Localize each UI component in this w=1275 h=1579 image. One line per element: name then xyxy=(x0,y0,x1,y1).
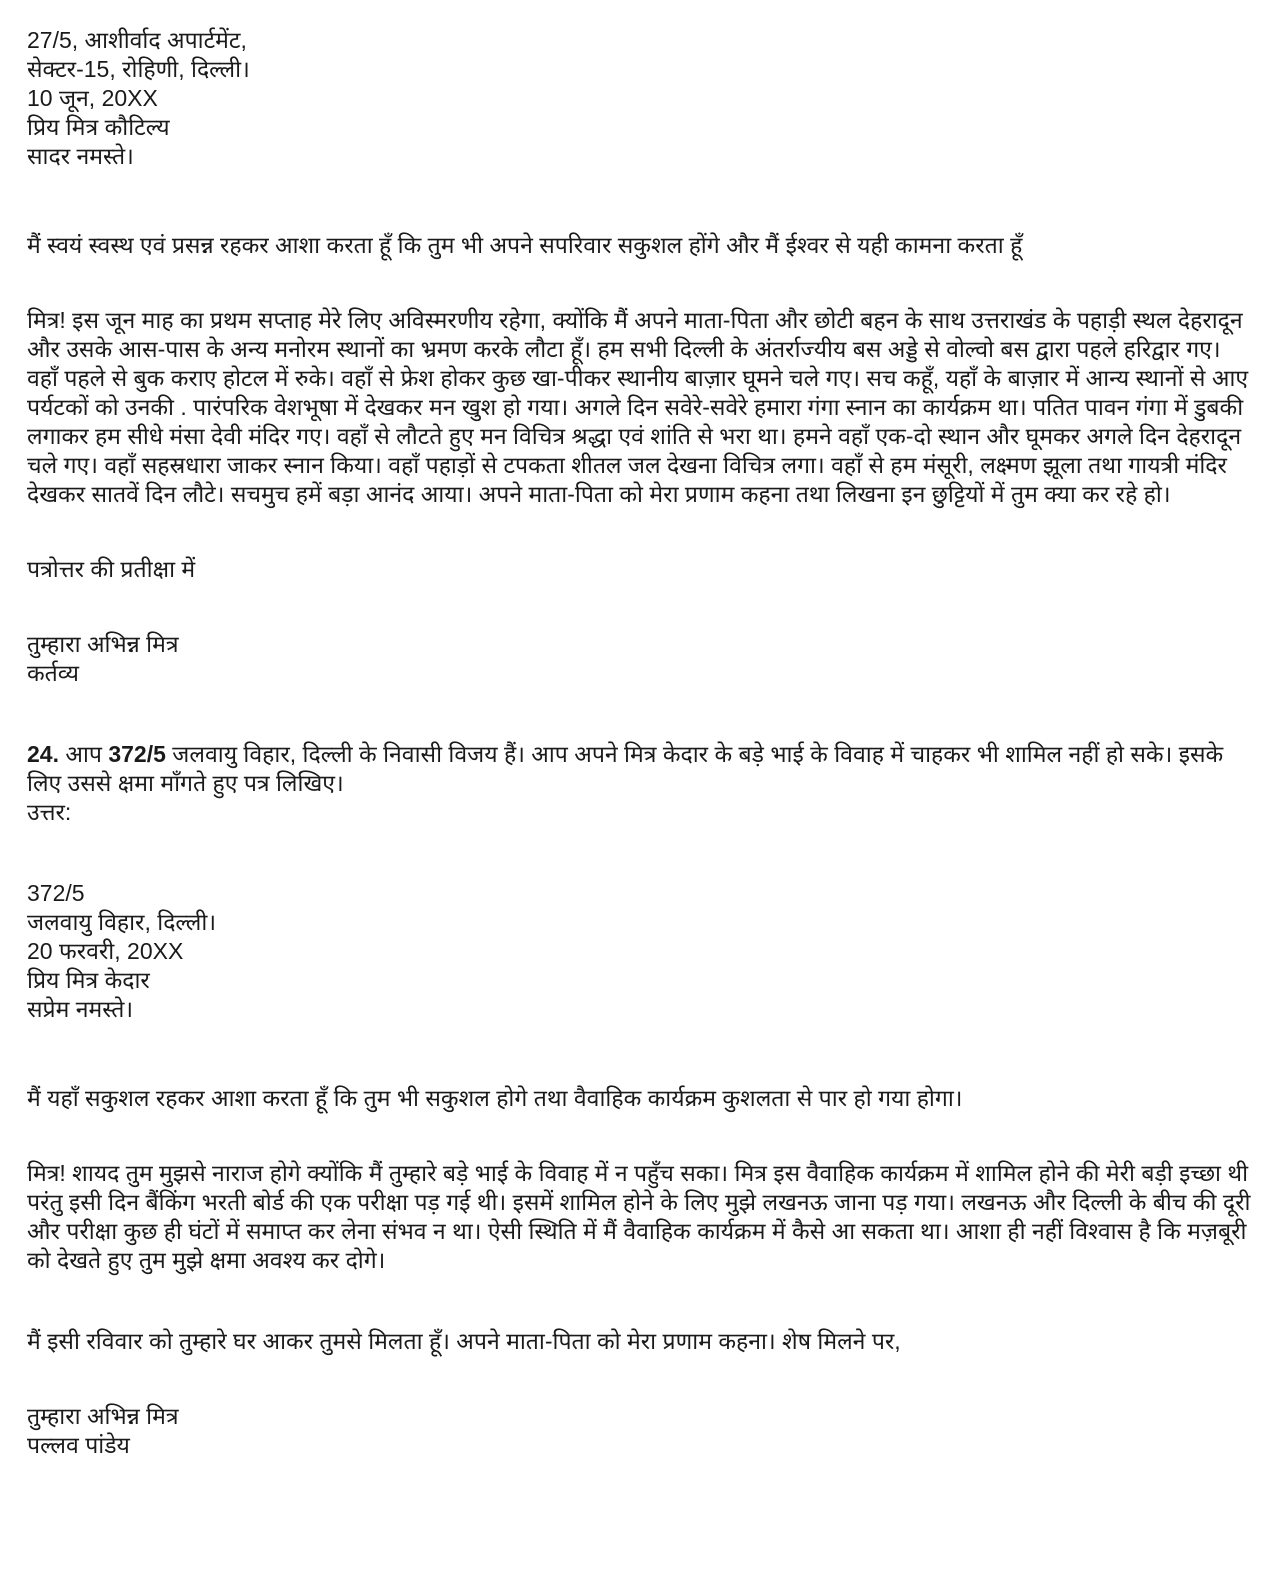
letter2-wellbeing-paragraph: मैं यहाँ सकुशल रहकर आशा करता हूँ कि तुम भी सकुशल होगे तथा वैवाहिक कार्यक्रम कुशलता से पार हो गया होगा। xyxy=(27,1085,963,1111)
letter2-greeting-line: सप्रेम नमस्ते। xyxy=(27,996,134,1022)
letter2-apology-paragraph: मित्र! शायद तुम मुझसे नाराज होगे क्योंकि मैं तुम्हारे बड़े भाई के विवाह में न पहुँच सका। मित्र इस वैवाहिक कार्यक्रम में शामिल होने की मेरी बड़ी इच्छा थी परंतु इसी दिन बैंकिंग भरती बोर्ड की एक परीक्षा पड़ गई थी। इसमें शामिल होने के लिए मुझे लखनऊ जाना पड़ गया। लखनऊ और दिल्ली के बीच की दूरी और परीक्षा कुछ ही घंटों में समाप्त कर लेना संभव न था। ऐसी स्थिति में मैं वैवाहिक कार्यक्रम में कैसे आ सकता था। आशा ही नहीं विश्वास है कि मज़बूरी को देखते हुए तुम मुझे क्षमा अवश्य कर दोगे। xyxy=(27,1160,1251,1273)
letter2-signoff-block xyxy=(27,1402,1251,1460)
letter2-signoff-line-1: तुम्हारा अभिन्न मित्र xyxy=(27,1403,179,1429)
letter1-wellbeing-block xyxy=(27,231,1251,260)
letter2-salutation-line: प्रिय मित्र केदार xyxy=(27,967,150,993)
letter1-wellbeing-paragraph: मैं स्वयं स्वस्थ एवं प्रसन्न रहकर आशा करता हूँ कि तुम भी अपने सपरिवार सकुशल होंगे और मैं ईश्वर से यही कामना करता हूँ xyxy=(27,232,1023,258)
letter2-apology-block xyxy=(27,1159,1251,1275)
letter1-address-line-1: 27/5, आशीर्वाद अपार्टमेंट, xyxy=(27,27,247,53)
letter2-date-line: 20 फरवरी, 20XX xyxy=(27,938,184,964)
letter2-address-line-2: जलवायु विहार, दिल्ली। xyxy=(27,909,217,935)
letter2-visit-paragraph: मैं इसी रविवार को तुम्हारे घर आकर तुमसे मिलता हूँ। अपने माता-पिता को मेरा प्रणाम कहना। शेष मिलने पर, xyxy=(27,1328,901,1354)
letter1-heading-block xyxy=(27,26,1251,171)
letter1-date-line: 10 जून, 20XX xyxy=(27,85,158,111)
letter1-closing-block xyxy=(27,555,1251,584)
letter2-signoff-line-2: पल्लव पांडेय xyxy=(27,1432,130,1458)
letter2-heading-block xyxy=(27,879,1251,1024)
letter1-trip-block xyxy=(27,306,1251,509)
letter2-wellbeing-block xyxy=(27,1084,1251,1113)
letter1-trip-paragraph: मित्र! इस जून माह का प्रथम सप्ताह मेरे लिए अविस्मरणीय रहेगा, क्योंकि मैं अपने माता-पिता और छोटी बहन के साथ उत्तराखंड के पहाड़ी स्थल देहरादून और उसके आस-पास के अन्य मनोरम स्थानों का भ्रमण करके लौटा हूँ। हम सभी दिल्ली के अंतर्राज्यीय बस अड्डे से वोल्वो बस द्वारा पहले हरिद्वार गए। वहाँ पहले से बुक कराए होटल में रुके। वहाँ से फ्रेश होकर कुछ खा-पीकर स्थानीय बाज़ार घूमने चले गए। सच कहूँ, यहाँ के बाज़ार में आन्य स्थानों से आए पर्यटकों को उनकी . पारंपरिक वेशभूषा में देखकर मन खुश हो गया। अगले दिन सवेरे-सवेरे हमारा गंगा स्नान का कार्यक्रम था। पतित पावन गंगा में डुबकी लगाकर हम सीधे मंसा देवी मंदिर गए। वहाँ से लौटते हुए मन विचित्र श्रद्धा एवं शांति से भरा था। हमने वहाँ एक-दो स्थान और घूमकर अगले दिन देहरादून चले गए। वहाँ सहस्रधारा जाकर स्नान किया। वहाँ पहाड़ों से टपकता शीतल जल देखना विचित्र लगा। वहाँ से हम मंसूरी, लक्ष्मण झूला तथा गायत्री मंदिर देखकर सातवें दिन लौटे। सचमुच हमें बड़ा आनंद आया। अपने माता-पिता को मेरा प्रणाम कहना तथा लिखना इन छुट्टियों में तुम क्या कर रहे हो। xyxy=(27,307,1249,507)
letter1-salutation-line: प्रिय मित्र कौटिल्य xyxy=(27,114,170,140)
question-24-text xyxy=(27,740,1251,798)
letter1-address-line-2: सेक्टर-15, रोहिणी, दिल्ली। xyxy=(27,56,250,82)
letter1-greeting-line: सादर नमस्ते। xyxy=(27,143,134,169)
question-address-number: 372/5 xyxy=(108,741,166,767)
letter1-closing-line: पत्रोत्तर की प्रतीक्षा में xyxy=(27,556,196,582)
question-text-part2: जलवायु विहार, दिल्ली के निवासी विजय हैं। आप अपने मित्र केदार के बड़े भाई के विवाह में चाहकर भी शामिल नहीं हो सके। इसके लिए उससे क्षमा माँगते हुए पत्र लिखिए। xyxy=(27,741,1224,796)
letter2-visit-block xyxy=(27,1327,1251,1356)
question-24-block xyxy=(27,740,1251,827)
letter2-address-line-1: 372/5 xyxy=(27,880,85,906)
letter1-signoff-line-2: कर्तव्य xyxy=(27,660,79,686)
answer-label: उत्तर: xyxy=(27,799,72,825)
letter1-signoff-line-1: तुम्हारा अभिन्न मित्र xyxy=(27,631,179,657)
question-number: 24. xyxy=(27,741,66,767)
letter1-signoff-block xyxy=(27,630,1251,688)
question-text-part1: आप xyxy=(65,741,109,767)
